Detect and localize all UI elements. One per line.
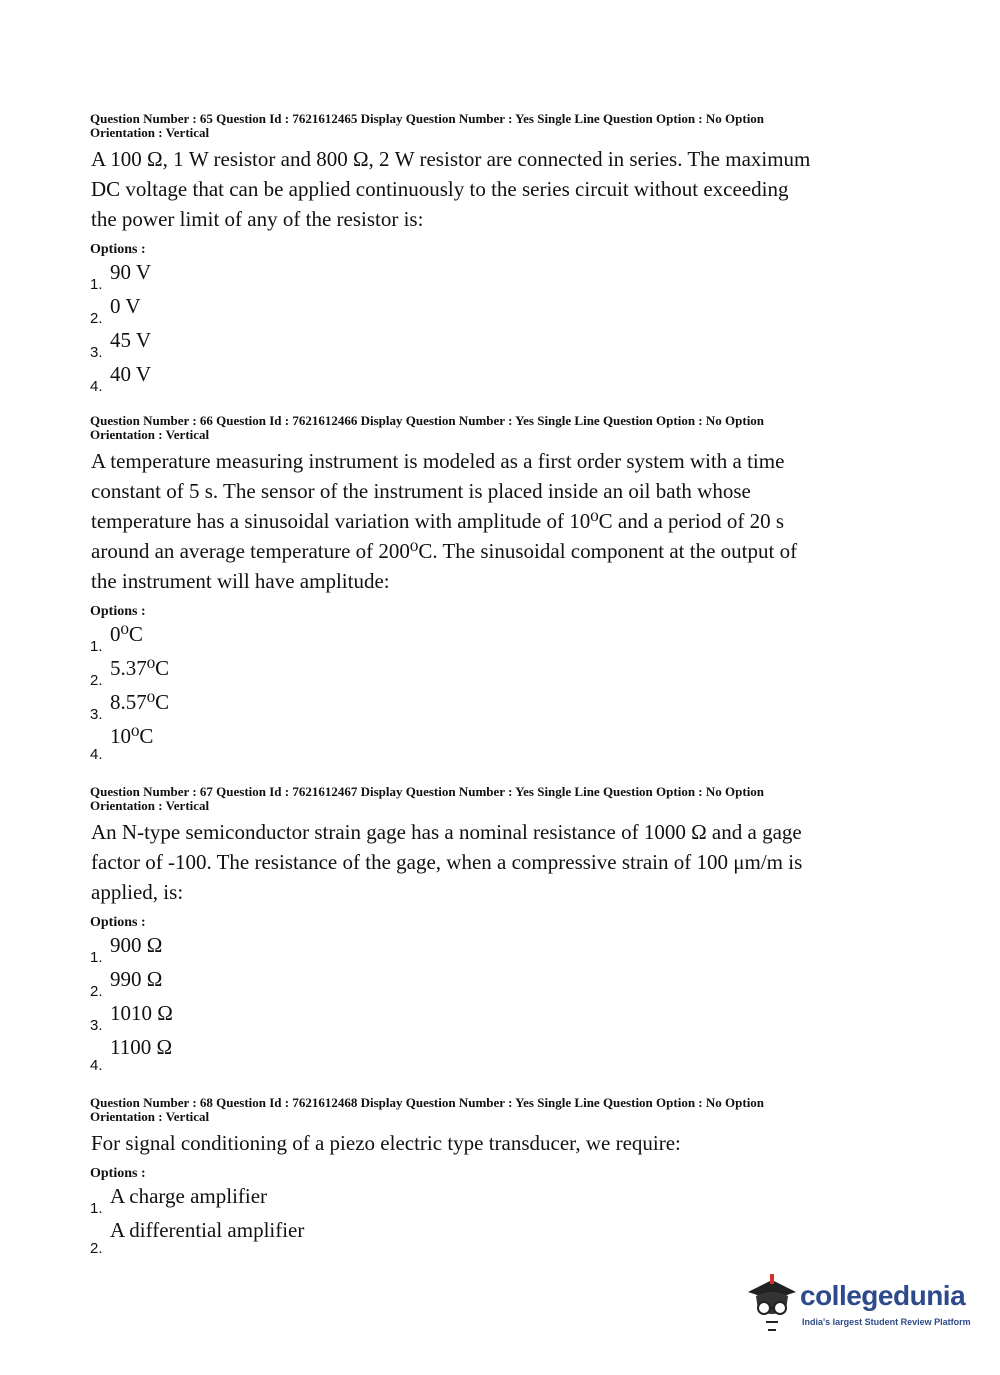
option-item: 1. 0⁰C: [90, 622, 143, 655]
option-item: 1. 90 V: [90, 260, 152, 293]
option-item: 4. 1100 Ω: [90, 1035, 173, 1074]
question-stem: For signal conditioning of a piezo electric type transducer, we require:: [91, 1131, 681, 1155]
question-stem: A temperature measuring instrument is modeled as a first order system with a time constant of 5 s. The sensor of the instrument is placed inside an oil bath whose temperature has a sinusoidal variation with amplitude of 10⁰C and a period of 20 s around an average temperature of 200⁰C. The sinusoidal component at the output of the instrument will have amplitude:: [91, 449, 798, 593]
options-label: Options :: [90, 1166, 146, 1181]
question-68: [90, 1096, 860, 1256]
graduate-mascot-icon: [742, 1270, 802, 1336]
option-item: 1. 900 Ω: [90, 933, 163, 966]
options-label: Options :: [90, 915, 146, 930]
option-item: 4. 40 V: [90, 362, 152, 395]
option-item: 3. 45 V: [90, 328, 152, 361]
logo-tagline: India's largest Student Review Platform: [802, 1317, 971, 1327]
option-item: 2. 990 Ω: [90, 967, 163, 1000]
question-meta: Question Number : 68 Question Id : 7621612468 Display Question Number : Yes Single Line Question Option : No Option Orientation : Vertical: [90, 1095, 765, 1124]
option-item: 3. 1010 Ω: [90, 1001, 173, 1034]
question-meta: Question Number : 67 Question Id : 7621612467 Display Question Number : Yes Single Line Question Option : No Option Orientation : Vertical: [90, 784, 765, 813]
collegedunia-logo: [742, 1270, 972, 1340]
option-item: 4. 10⁰C: [90, 724, 154, 763]
question-meta: Question Number : 66 Question Id : 7621612466 Display Question Number : Yes Single Line Question Option : No Option Orientation : Vertical: [90, 413, 765, 442]
question-stem: A 100 Ω, 1 W resistor and 800 Ω, 2 W resistor are connected in series. The maximum DC voltage that can be applied continuously to the series circuit without exceeding the power limit of any of the resistor is:: [91, 147, 811, 231]
options-label: Options :: [90, 604, 146, 619]
question-meta: Question Number : 65 Question Id : 7621612465 Display Question Number : Yes Single Line Question Option : No Option Orientation : Vertical: [90, 111, 765, 140]
question-stem: An N-type semiconductor strain gage has a nominal resistance of 1000 Ω and a gage factor of -100. The resistance of the gage, when a compressive strain of 100 μm/m is applied, is:: [91, 820, 803, 904]
option-item: 1. A charge amplifier: [90, 1184, 268, 1217]
option-item: 2. 0 V: [90, 294, 141, 327]
question-67: [90, 785, 860, 1073]
option-item: 2. 5.37⁰C: [90, 656, 170, 689]
options-label: Options :: [90, 242, 146, 257]
option-item: 3. 8.57⁰C: [90, 690, 170, 723]
question-66: [90, 414, 860, 762]
option-item: 2. A differential amplifier: [90, 1218, 305, 1257]
question-65: [90, 112, 860, 396]
logo-wordmark: collegedunia: [800, 1280, 966, 1311]
